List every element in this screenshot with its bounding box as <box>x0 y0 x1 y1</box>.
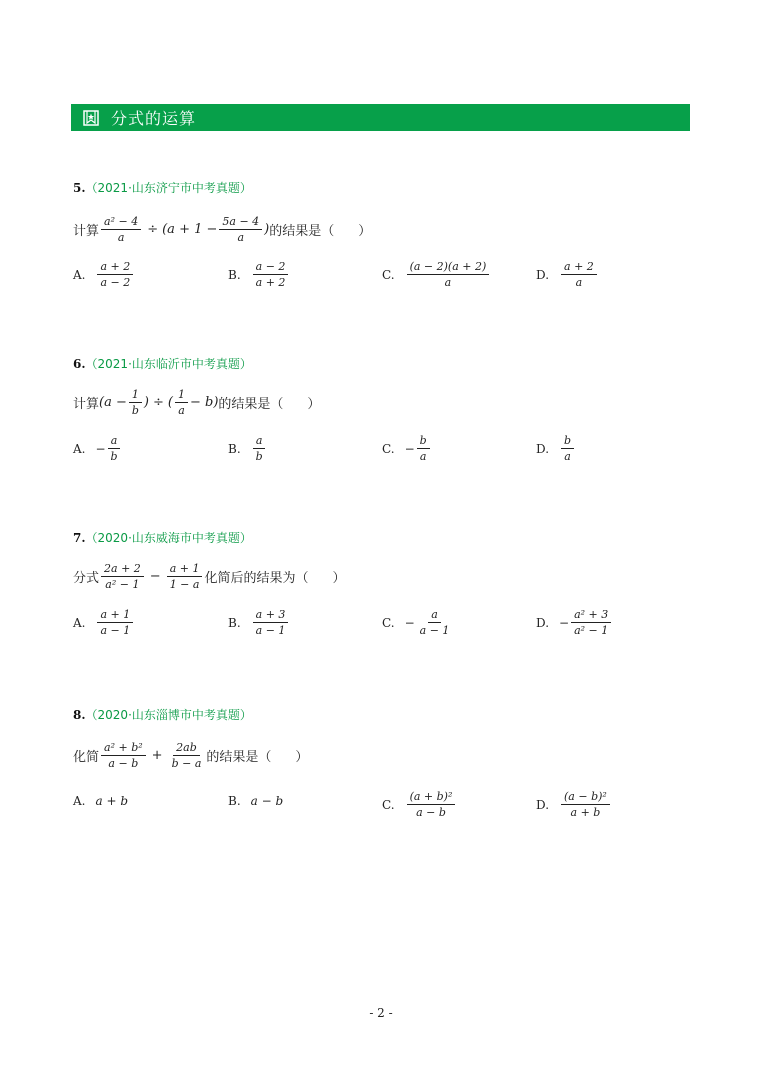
page-number: - 2 - <box>369 1006 393 1020</box>
numerator: a − 2 <box>253 260 289 275</box>
question-number: 8. <box>73 708 86 722</box>
option-c[interactable] <box>382 608 454 637</box>
numerator: a <box>108 434 121 449</box>
sign: − <box>559 615 570 630</box>
question-5-header <box>73 179 252 196</box>
stem-tail: 的结果是（ <box>269 224 335 239</box>
denominator: a² − 1 <box>105 578 140 591</box>
option-b[interactable] <box>228 434 268 463</box>
question-number: 6. <box>73 357 86 371</box>
numerator: a² − 4 <box>101 215 141 230</box>
option-d[interactable] <box>536 608 613 637</box>
fraction <box>167 562 203 591</box>
question-source: （2021·山东济宁市中考真题） <box>85 181 252 195</box>
fraction <box>407 260 490 289</box>
numerator: (a − b)² <box>561 790 610 805</box>
fraction <box>101 215 141 244</box>
numerator: 5a − 4 <box>219 215 262 230</box>
numerator: a + 2 <box>561 260 597 275</box>
stem-close: ） <box>307 397 321 412</box>
sign: − <box>404 615 415 630</box>
option-b[interactable] <box>228 260 290 289</box>
option-label: A. <box>73 794 86 808</box>
numerator: a <box>428 608 441 623</box>
fraction <box>571 608 611 637</box>
expression-part: (a − <box>99 395 127 410</box>
fraction <box>561 434 574 463</box>
denominator: a <box>419 450 427 463</box>
operator: ÷ <box>147 222 159 237</box>
denominator: a + 2 <box>255 276 286 289</box>
option-c[interactable] <box>382 434 432 463</box>
stem-lead: 分式 <box>73 571 100 586</box>
stem-lead: 化简 <box>73 750 100 765</box>
option-label: C. <box>382 441 395 456</box>
denominator: a <box>237 231 245 244</box>
stem-lead: 计算 <box>73 397 100 412</box>
denominator: a <box>117 231 125 244</box>
numerator: (a − 2)(a + 2) <box>407 260 490 275</box>
section-title: 分式的运算 <box>111 109 197 128</box>
option-label: B. <box>228 615 241 630</box>
numerator: 2ab <box>173 741 200 756</box>
option-b[interactable] <box>228 794 283 808</box>
section-banner <box>71 104 690 131</box>
fraction <box>97 260 133 289</box>
numerator: 1 <box>129 388 142 403</box>
denominator: b <box>255 450 263 463</box>
denominator: a + b <box>570 806 601 819</box>
stem-tail: 的结果是（ <box>206 750 272 765</box>
denominator: b <box>110 450 118 463</box>
fraction <box>417 434 430 463</box>
fraction <box>108 434 121 463</box>
question-7-header <box>73 529 252 546</box>
question-8-header <box>73 706 252 723</box>
question-5-stem <box>73 215 371 244</box>
option-c[interactable] <box>382 790 457 819</box>
denominator: b <box>131 404 139 417</box>
fraction <box>219 215 262 244</box>
expression-part: − b) <box>189 395 219 410</box>
question-source: （2020·山东威海市中考真题） <box>85 531 252 545</box>
fraction <box>97 608 133 637</box>
denominator: a <box>178 404 185 417</box>
denominator: a − 1 <box>419 624 450 637</box>
fraction <box>253 608 289 637</box>
option-a[interactable] <box>73 434 123 463</box>
option-label: C. <box>382 615 395 630</box>
option-label: A. <box>73 615 86 630</box>
question-number: 7. <box>73 531 86 545</box>
fraction <box>169 741 205 770</box>
numerator: a + 3 <box>253 608 289 623</box>
option-a[interactable] <box>73 794 128 808</box>
expression-part: ) <box>143 395 149 410</box>
stem-close: ） <box>295 750 309 765</box>
stem-close: ） <box>332 571 346 586</box>
bookmark-star-icon <box>83 110 99 126</box>
denominator: b − a <box>171 757 202 770</box>
denominator: a − b <box>108 757 139 770</box>
sign: − <box>95 441 106 456</box>
numerator: 1 <box>175 388 188 403</box>
option-label: B. <box>228 267 241 282</box>
question-source: （2020·山东淄博市中考真题） <box>85 708 252 722</box>
question-6-stem <box>73 388 320 417</box>
option-label: C. <box>382 797 395 812</box>
numerator: (a + b)² <box>407 790 456 805</box>
option-label: D. <box>536 267 550 282</box>
option-text: a + b <box>95 794 129 808</box>
stem-tail: 的结果是（ <box>218 397 284 412</box>
expression-part: (a + 1 − <box>162 222 218 237</box>
fraction <box>253 434 266 463</box>
denominator: a − 1 <box>255 624 286 637</box>
denominator: a <box>575 276 583 289</box>
denominator: a <box>564 450 571 463</box>
operator: ÷ <box>153 395 164 410</box>
denominator: a − 2 <box>100 276 131 289</box>
option-label: C. <box>382 267 395 282</box>
fraction <box>175 388 188 417</box>
option-label: B. <box>228 794 241 808</box>
fraction <box>407 790 456 819</box>
numerator: b <box>561 434 574 449</box>
question-number: 5. <box>73 181 86 195</box>
numerator: a² + b² <box>101 741 146 756</box>
fraction <box>561 260 597 289</box>
numerator: 2a + 2 <box>101 562 144 577</box>
stem-lead: 计算 <box>73 224 100 239</box>
numerator: a + 1 <box>97 608 133 623</box>
option-d[interactable] <box>536 434 576 463</box>
option-c[interactable] <box>382 260 491 289</box>
expression-part: ) <box>264 222 270 237</box>
question-7-stem <box>73 562 346 591</box>
denominator: a − b <box>416 806 446 819</box>
fraction <box>253 260 289 289</box>
numerator: a + 1 <box>167 562 203 577</box>
stem-tail: 化简后的结果为（ <box>204 571 309 586</box>
option-d[interactable] <box>536 790 612 819</box>
fraction <box>101 562 144 591</box>
option-label: D. <box>536 615 550 630</box>
fraction <box>417 608 453 637</box>
numerator: b <box>417 434 430 449</box>
option-label: D. <box>536 441 550 456</box>
operator: − <box>149 569 161 584</box>
fraction <box>101 741 146 770</box>
question-8-stem <box>73 741 308 770</box>
option-text: a − b <box>250 794 284 808</box>
fraction <box>129 388 142 417</box>
expression-part: ( <box>167 395 173 410</box>
operator: + <box>151 748 163 763</box>
sign: − <box>404 441 415 456</box>
question-6-header <box>73 355 252 372</box>
denominator: a − 1 <box>100 624 131 637</box>
numerator: a <box>253 434 266 449</box>
denominator: 1 − a <box>169 578 200 591</box>
numerator: a + 2 <box>97 260 133 275</box>
fraction <box>561 790 610 819</box>
option-a[interactable] <box>73 608 135 637</box>
option-label: D. <box>536 797 550 812</box>
option-d[interactable] <box>536 260 599 289</box>
option-label: A. <box>73 441 86 456</box>
option-b[interactable] <box>228 608 290 637</box>
denominator: a² − 1 <box>574 624 609 637</box>
denominator: a <box>444 276 452 289</box>
question-source: （2021·山东临沂市中考真题） <box>85 357 252 371</box>
option-a[interactable] <box>73 260 135 289</box>
numerator: a² + 3 <box>571 608 611 623</box>
option-label: A. <box>73 267 86 282</box>
stem-close: ） <box>358 224 372 239</box>
option-label: B. <box>228 441 241 456</box>
